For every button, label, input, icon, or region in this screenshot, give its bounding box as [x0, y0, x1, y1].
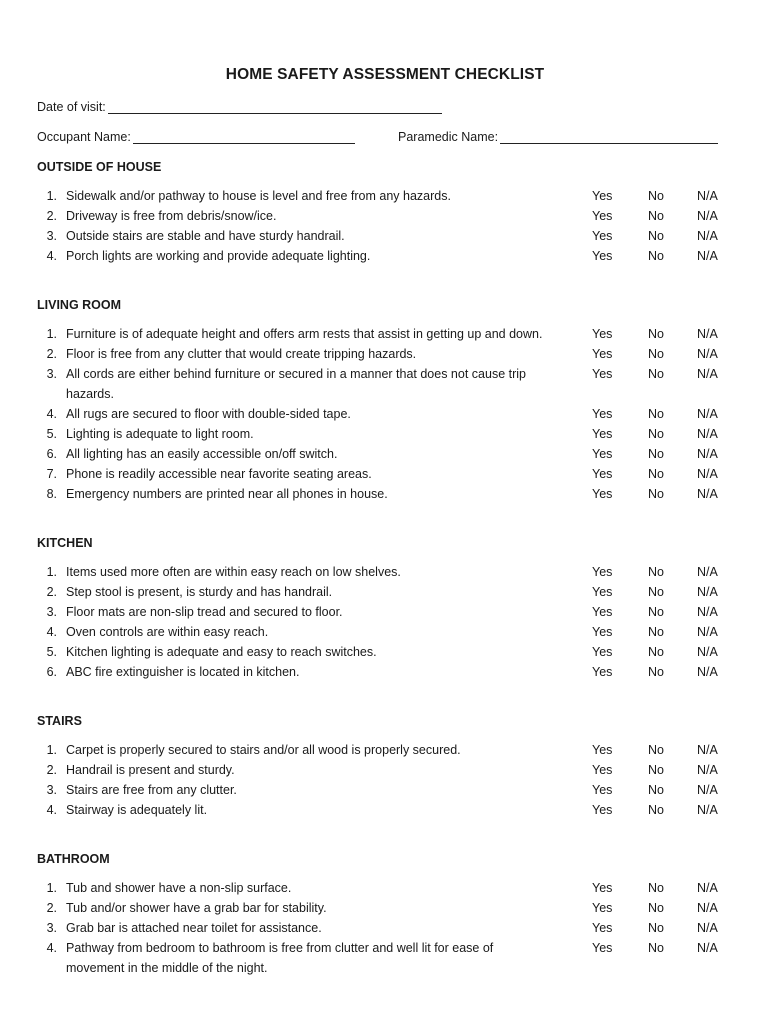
paramedic-label: Paramedic Name: [398, 130, 499, 144]
no-option[interactable]: No [648, 881, 664, 895]
no-option[interactable]: No [648, 347, 664, 361]
date-label: Date of visit: [37, 100, 106, 114]
item-number: 2. [46, 901, 57, 915]
yes-option[interactable]: Yes [592, 881, 613, 895]
item-text: Oven controls are within easy reach. [66, 625, 269, 639]
item-number: 2. [46, 347, 57, 361]
yes-option[interactable]: Yes [592, 941, 613, 955]
item-text: Driveway is free from debris/snow/ice. [66, 209, 277, 223]
checklist-item [37, 740, 737, 760]
item-text: Tub and shower have a non-slip surface. [66, 881, 292, 895]
yes-option[interactable]: Yes [592, 447, 613, 461]
item-text: Kitchen lighting is adequate and easy to reach switches. [66, 645, 377, 659]
na-option[interactable]: N/A [697, 763, 718, 777]
section-stairs [37, 711, 737, 820]
checklist-item [37, 464, 737, 484]
yes-option[interactable]: Yes [592, 585, 613, 599]
item-number: 7. [46, 467, 57, 481]
section-title: LIVING ROOM [37, 298, 122, 312]
yes-option[interactable]: Yes [592, 209, 613, 223]
no-option[interactable]: No [648, 249, 664, 263]
no-option[interactable]: No [648, 487, 664, 501]
item-text: Phone is readily accessible near favorite seating areas. [66, 467, 372, 481]
yes-option[interactable]: Yes [592, 427, 613, 441]
na-option[interactable]: N/A [697, 645, 718, 659]
checklist-item [37, 898, 737, 918]
na-option[interactable]: N/A [697, 921, 718, 935]
no-option[interactable]: No [648, 565, 664, 579]
checklist-item [37, 800, 737, 820]
no-option[interactable]: No [648, 209, 664, 223]
na-option[interactable]: N/A [697, 605, 718, 619]
item-number: 1. [46, 565, 57, 579]
item-number: 1. [46, 743, 57, 757]
yes-option[interactable]: Yes [592, 565, 613, 579]
occupant-label: Occupant Name: [37, 130, 131, 144]
na-option[interactable]: N/A [697, 881, 718, 895]
item-number: 5. [46, 645, 57, 659]
checklist-item [37, 424, 737, 444]
yes-option[interactable]: Yes [592, 467, 613, 481]
yes-option[interactable]: Yes [592, 249, 613, 263]
date-field[interactable] [37, 100, 442, 114]
item-text: ABC fire extinguisher is located in kitchen. [66, 665, 300, 679]
item-number: 6. [46, 665, 57, 679]
na-option[interactable]: N/A [697, 447, 718, 461]
section-title: STAIRS [37, 714, 82, 728]
no-option[interactable]: No [648, 645, 664, 659]
item-number: 4. [46, 249, 57, 263]
yes-option[interactable]: Yes [592, 605, 613, 619]
no-option[interactable]: No [648, 447, 664, 461]
item-text: Step stool is present, is sturdy and has handrail. [66, 585, 333, 599]
na-option[interactable]: N/A [697, 585, 718, 599]
checklist-item [37, 622, 737, 642]
checklist-item [37, 562, 737, 582]
item-number: 2. [46, 763, 57, 777]
checklist-item [37, 484, 737, 504]
item-number: 3. [46, 783, 57, 797]
page-title: HOME SAFETY ASSESSMENT CHECKLIST [225, 66, 545, 83]
item-number: 1. [46, 881, 57, 895]
item-text: Emergency numbers are printed near all phones in house. [66, 487, 388, 501]
na-option[interactable]: N/A [697, 229, 718, 243]
item-text: Carpet is properly secured to stairs and/or all wood is properly secured. [66, 743, 461, 757]
checklist-item [37, 662, 737, 682]
no-option[interactable]: No [648, 803, 664, 817]
item-number: 4. [46, 803, 57, 817]
na-option[interactable]: N/A [697, 347, 718, 361]
yes-option[interactable]: Yes [592, 189, 613, 203]
no-option[interactable]: No [648, 189, 664, 203]
na-option[interactable]: N/A [697, 407, 718, 421]
na-option[interactable]: N/A [697, 783, 718, 797]
checklist-item [37, 938, 737, 978]
no-option[interactable]: No [648, 585, 664, 599]
no-option[interactable]: No [648, 625, 664, 639]
item-number: 1. [46, 327, 57, 341]
yes-option[interactable]: Yes [592, 921, 613, 935]
checklist-item [37, 582, 737, 602]
no-option[interactable]: No [648, 605, 664, 619]
checklist-item [37, 324, 737, 344]
yes-option[interactable]: Yes [592, 407, 613, 421]
item-text: Porch lights are working and provide adequate lighting. [66, 249, 371, 263]
na-option[interactable]: N/A [697, 189, 718, 203]
item-number: 3. [46, 921, 57, 935]
na-option[interactable]: N/A [697, 327, 718, 341]
no-option[interactable]: No [648, 327, 664, 341]
checklist-item [37, 878, 737, 898]
item-number: 6. [46, 447, 57, 461]
na-option[interactable]: N/A [697, 625, 718, 639]
occupant-field[interactable] [37, 130, 355, 144]
no-option[interactable]: No [648, 901, 664, 915]
yes-option[interactable]: Yes [592, 487, 613, 501]
yes-option[interactable]: Yes [592, 625, 613, 639]
paramedic-blank-line[interactable] [500, 130, 718, 144]
na-option[interactable]: N/A [697, 941, 718, 955]
section-title: KITCHEN [37, 536, 93, 550]
item-text: Floor is free from any clutter that would create tripping hazards. [66, 347, 417, 361]
yes-option[interactable]: Yes [592, 783, 613, 797]
item-text: Lighting is adequate to light room. [66, 427, 254, 441]
no-option[interactable]: No [648, 427, 664, 441]
yes-option[interactable]: Yes [592, 327, 613, 341]
yes-option[interactable]: Yes [592, 645, 613, 659]
no-option[interactable]: No [648, 407, 664, 421]
no-option[interactable]: No [648, 467, 664, 481]
item-text: Items used more often are within easy reach on low shelves. [66, 565, 401, 579]
item-text: All cords are either behind furniture or secured in a manner that does not cause trip hazards. [66, 367, 526, 401]
checklist-item [37, 760, 737, 780]
section-bathroom [37, 849, 737, 978]
checklist-item [37, 918, 737, 938]
checklist-item [37, 444, 737, 464]
item-number: 5. [46, 427, 57, 441]
item-text: Floor mats are non-slip tread and secured to floor. [66, 605, 343, 619]
na-option[interactable]: N/A [697, 665, 718, 679]
item-number: 3. [46, 605, 57, 619]
item-number: 2. [46, 209, 57, 223]
item-number: 8. [46, 487, 57, 501]
checklist-item [37, 344, 737, 364]
item-number: 1. [46, 189, 57, 203]
yes-option[interactable]: Yes [592, 367, 613, 381]
item-text: Stairway is adequately lit. [66, 803, 208, 817]
item-text: Pathway from bedroom to bathroom is free from clutter and well lit for ease of movement in the middle of the night. [66, 941, 494, 975]
na-option[interactable]: N/A [697, 565, 718, 579]
date-blank-line[interactable] [108, 100, 442, 114]
checklist-item [37, 206, 737, 226]
occupant-blank-line[interactable] [133, 130, 355, 144]
section-living-room [37, 295, 737, 504]
yes-option[interactable]: Yes [592, 901, 613, 915]
no-option[interactable]: No [648, 763, 664, 777]
checklist-item [37, 602, 737, 622]
no-option[interactable]: No [648, 783, 664, 797]
item-number: 4. [46, 407, 57, 421]
section-title: OUTSIDE OF HOUSE [37, 160, 162, 174]
checklist-item [37, 780, 737, 800]
section-title: BATHROOM [37, 852, 110, 866]
yes-option[interactable]: Yes [592, 803, 613, 817]
yes-option[interactable]: Yes [592, 347, 613, 361]
na-option[interactable]: N/A [697, 487, 718, 501]
item-text: Furniture is of adequate height and offers arm rests that assist in getting up and down. [66, 327, 543, 341]
yes-option[interactable]: Yes [592, 763, 613, 777]
na-option[interactable]: N/A [697, 803, 718, 817]
na-option[interactable]: N/A [697, 367, 718, 381]
no-option[interactable]: No [648, 229, 664, 243]
item-text: Grab bar is attached near toilet for assistance. [66, 921, 322, 935]
item-text: Sidewalk and/or pathway to house is level and free from any hazards. [66, 189, 451, 203]
item-text: Tub and/or shower have a grab bar for stability. [66, 901, 327, 915]
item-number: 2. [46, 585, 57, 599]
no-option[interactable]: No [648, 921, 664, 935]
item-text: Stairs are free from any clutter. [66, 783, 237, 797]
checklist-item [37, 642, 737, 662]
checklist-item [37, 186, 737, 206]
na-option[interactable]: N/A [697, 901, 718, 915]
no-option[interactable]: No [648, 367, 664, 381]
na-option[interactable]: N/A [697, 209, 718, 223]
no-option[interactable]: No [648, 665, 664, 679]
item-number: 4. [46, 625, 57, 639]
paramedic-field[interactable] [398, 130, 718, 144]
no-option[interactable]: No [648, 743, 664, 757]
section-kitchen [37, 533, 737, 682]
na-option[interactable]: N/A [697, 467, 718, 481]
item-text: Outside stairs are stable and have sturdy handrail. [66, 229, 345, 243]
item-number: 3. [46, 229, 57, 243]
yes-option[interactable]: Yes [592, 665, 613, 679]
item-number: 3. [46, 367, 57, 381]
item-number: 4. [46, 941, 57, 955]
section-outside-of-house [37, 157, 737, 266]
item-text: All rugs are secured to floor with double-sided tape. [66, 407, 351, 421]
na-option[interactable]: N/A [697, 249, 718, 263]
no-option[interactable]: No [648, 941, 664, 955]
item-text: All lighting has an easily accessible on/off switch. [66, 447, 338, 461]
checklist-item [37, 246, 737, 266]
yes-option[interactable]: Yes [592, 229, 613, 243]
checklist-item [37, 364, 737, 404]
item-text: Handrail is present and sturdy. [66, 763, 235, 777]
checklist-item [37, 226, 737, 246]
na-option[interactable]: N/A [697, 427, 718, 441]
na-option[interactable]: N/A [697, 743, 718, 757]
yes-option[interactable]: Yes [592, 743, 613, 757]
checklist-item [37, 404, 737, 424]
